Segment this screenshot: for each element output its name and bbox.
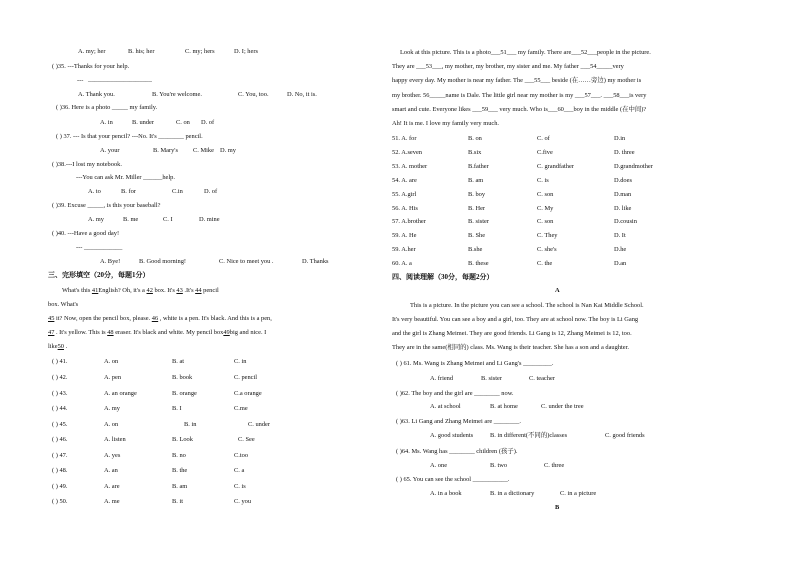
cloze-text: like <box>48 343 58 350</box>
q53-option-a[interactable]: 53. A. mother <box>392 163 428 170</box>
q62-option-c[interactable]: C. under the tree <box>541 403 584 410</box>
q40-stem: ( )40. ---Have a good day! <box>52 230 120 237</box>
q65-option-a[interactable]: A. in a book <box>430 490 462 497</box>
q42-option-c[interactable]: C. pencil <box>234 374 258 381</box>
q63-option-b[interactable]: B. in different(不同的)classes <box>490 432 568 439</box>
q63-option-a[interactable]: A. good students <box>430 432 474 439</box>
q44-option-c[interactable]: C.me <box>234 405 248 412</box>
q53-option-c[interactable]: C. grandfather <box>537 163 574 170</box>
passage-line-4: my brother. 56_____name is Dale. The little girl near my mother is my ___57___. ___58___is very <box>392 92 647 99</box>
q35-reply-blank[interactable]: ____________________ <box>88 76 152 83</box>
passage-b-label: B <box>555 504 560 511</box>
q37-option-c[interactable]: C. Mike <box>193 147 214 154</box>
q43-option-a[interactable]: A. an orange <box>104 390 137 397</box>
q61-option-a[interactable]: A. friend <box>430 375 454 382</box>
q55-option-b[interactable]: B. boy <box>468 191 486 198</box>
cloze-line-3 <box>48 316 272 322</box>
q59-option-d[interactable]: D.he <box>614 246 627 253</box>
q48-option-b[interactable]: B. the <box>172 467 188 474</box>
q58-option-b[interactable]: B. She <box>468 232 486 239</box>
q36-stem: ( )36. Here is a photo _____ my family. <box>56 104 158 111</box>
cloze-text: , white is a pen. It's black. And this is a pen, <box>158 315 272 322</box>
q56-option-d[interactable]: D. like <box>614 205 632 212</box>
q57-option-b[interactable]: B. sister <box>468 218 489 225</box>
q39-option-a[interactable]: A. my <box>88 216 104 223</box>
q61-stem: ( ) 61. Ms. Wang is Zhang Meimei and Li Gang's _________. <box>396 360 554 367</box>
q50-option-a[interactable]: A. me <box>104 498 120 505</box>
q62-option-a[interactable]: A. at school <box>430 403 461 410</box>
q62-option-b[interactable]: B. at home <box>490 403 518 410</box>
q37-option-d[interactable]: D. my <box>220 147 236 154</box>
q38-option-d[interactable]: D. of <box>204 188 218 195</box>
q45-option-b[interactable]: B. in <box>184 421 197 428</box>
q41-option-a[interactable]: A. on <box>104 358 119 365</box>
q35-reply-dash: --- <box>77 77 84 84</box>
q51-option-a[interactable]: 51. A. for <box>392 135 417 142</box>
cloze-line-1 <box>48 288 348 294</box>
q40-option-c[interactable]: C. Nice to meet you . <box>219 258 274 265</box>
q46-option-b[interactable]: B. Look <box>172 436 193 443</box>
q38-option-c[interactable]: C.in <box>172 188 183 195</box>
q40-reply[interactable]: --- ____________ <box>76 244 123 251</box>
q40-option-d[interactable]: D. Thanks <box>302 258 329 265</box>
q58-option-d[interactable]: D. It <box>614 232 626 239</box>
q34-option-b[interactable]: B. his; her <box>128 48 155 55</box>
q37-option-b[interactable]: B. Mary's <box>153 147 178 154</box>
q44-option-b[interactable]: B. I <box>172 405 182 412</box>
cloze-text: . <box>63 343 68 350</box>
q58-option-a[interactable]: 59. A. He <box>392 232 417 239</box>
q50-num[interactable]: ( ) 50. <box>52 498 68 505</box>
q54-option-c[interactable]: C. is <box>537 177 549 184</box>
q49-option-c[interactable]: C. is <box>234 483 246 490</box>
q35-option-a[interactable]: A. Thank you. <box>78 91 115 98</box>
q34-option-c[interactable]: C. my; hers <box>185 48 215 55</box>
q57-option-a[interactable]: 57. A.brother <box>392 218 426 225</box>
q65-option-b[interactable]: B. in a dictionary <box>490 490 535 497</box>
q64-option-c[interactable]: C. three <box>544 462 565 469</box>
q54-option-b[interactable]: B. am <box>468 177 484 184</box>
cloze-text: English? Oh, it's a <box>98 287 147 294</box>
q55-option-a[interactable]: 55. A.girl <box>392 191 417 198</box>
q61-option-b[interactable]: B. sister <box>481 375 502 382</box>
q46-option-c[interactable]: C. See <box>238 436 255 443</box>
passage-a-line-2: It's very beautiful. You can see a boy and a girl, too. They are at school now. The boy is Li Gang <box>392 316 639 323</box>
q45-option-c[interactable]: C. under <box>248 421 271 428</box>
q60-option-c[interactable]: C. the <box>537 260 553 267</box>
q41-option-b[interactable]: B. at <box>172 358 185 365</box>
q52-option-a[interactable]: 52. A.seven <box>392 149 422 156</box>
blank-43[interactable]: 43 <box>176 287 183 294</box>
section3-title: 三、完形填空（20分，每题1分） <box>48 271 150 279</box>
q36-option-b[interactable]: B. under <box>132 119 155 126</box>
q60-option-a[interactable]: 60. A. a <box>392 260 412 267</box>
q39-option-c[interactable]: C. I <box>163 216 173 223</box>
q56-option-b[interactable]: B. Her <box>468 205 486 212</box>
cloze-text: . It's yellow. This is <box>54 329 108 336</box>
q61-option-c[interactable]: C. teacher <box>529 375 555 382</box>
q55-option-c[interactable]: C. son <box>537 191 554 198</box>
q60-option-d[interactable]: D.an <box>614 260 627 267</box>
cloze-line-2 <box>48 302 78 308</box>
blank-46[interactable]: 46 <box>151 315 159 322</box>
q37-option-a[interactable]: A. your <box>100 147 120 154</box>
q53-option-b[interactable]: B.father <box>468 163 489 170</box>
q37-stem: ( ) 37. --- Is that your pencil? ---No. It's ________ pencil. <box>56 133 203 140</box>
q45-num[interactable]: ( ) 45. <box>52 421 68 428</box>
q63-option-c[interactable]: C. good friends <box>605 432 645 439</box>
cloze-line-4 <box>48 330 266 336</box>
q62-stem: ( )62. The boy and the girl are ________ now. <box>396 390 514 397</box>
q50-option-b[interactable]: B. it <box>172 498 184 505</box>
cloze-text: eraser. It's black and white. My pencil box <box>113 329 224 336</box>
blank-49[interactable]: 49 <box>223 329 230 336</box>
blank-41[interactable]: 41 <box>91 287 99 294</box>
q55-option-d[interactable]: D.man <box>614 191 632 198</box>
q49-num[interactable]: ( ) 49. <box>52 483 68 490</box>
q51-option-b[interactable]: B. on <box>468 135 482 142</box>
q51-option-c[interactable]: C. of <box>537 135 550 142</box>
q59-option-b[interactable]: B.she <box>468 246 483 253</box>
q59-option-a[interactable]: 59. A.her <box>392 246 416 253</box>
q48-option-a[interactable]: A. an <box>104 467 118 474</box>
q38-option-a[interactable]: A. to <box>88 188 101 195</box>
q48-option-c[interactable]: C. a <box>234 467 245 474</box>
q42-option-a[interactable]: A. pen <box>104 374 122 381</box>
q40-option-b[interactable]: B. Good morning! <box>139 258 187 265</box>
q38-line2: ---You can ask Mr. Miller ______help. <box>76 174 175 181</box>
passage-line-1: Look at this picture. This is a photo___51___ my family. There are___52___people in the picture. <box>400 49 651 56</box>
q48-num[interactable]: ( ) 48. <box>52 467 68 474</box>
q43-option-b[interactable]: B. orange <box>172 390 197 397</box>
q36-option-c[interactable]: C. on <box>176 119 190 126</box>
passage-line-3: happy every day. My mother is near my father. The ___55___ beside (在……旁边) my mother is <box>392 77 642 84</box>
q64-stem: ( )64. Ms. Wang has ________ children (孩子). <box>396 448 518 455</box>
q47-option-b[interactable]: B. no <box>172 452 186 459</box>
q58-option-c[interactable]: C. They <box>537 232 558 239</box>
blank-44[interactable]: 44 <box>195 287 202 294</box>
q52-option-c[interactable]: C.five <box>537 149 553 156</box>
blank-48[interactable]: 48 <box>107 329 114 336</box>
q34-option-d[interactable]: D. I; hers <box>234 48 258 55</box>
cloze-text: box. What's <box>48 301 79 308</box>
q65-stem: ( ) 65. You can see the school ___________. <box>396 476 510 483</box>
q51-option-d[interactable]: D.in <box>614 135 626 142</box>
q35-option-c[interactable]: C. You, too. <box>238 91 269 98</box>
q36-option-a[interactable]: A. in <box>100 119 113 126</box>
cloze-text: big and nice. I <box>229 329 267 336</box>
q36-option-d[interactable]: D. of <box>201 119 215 126</box>
q49-option-a[interactable]: A. are <box>104 483 120 490</box>
q38-option-b[interactable]: B. for <box>121 188 136 195</box>
q54-option-a[interactable]: 54. A. are <box>392 177 417 184</box>
blank-47[interactable]: 47 <box>48 329 55 336</box>
q44-option-a[interactable]: A. my <box>104 405 120 412</box>
q49-option-b[interactable]: B. am <box>172 483 188 490</box>
q56-option-c[interactable]: C. My <box>537 205 554 212</box>
blank-42[interactable]: 42 <box>146 287 153 294</box>
q41-num[interactable]: ( ) 41. <box>52 358 68 365</box>
q45-option-a[interactable]: A. on <box>104 421 119 428</box>
q57-option-d[interactable]: D.cousin <box>614 218 637 225</box>
passage-line-6: Ah! It is me. I love my family very much. <box>392 120 500 127</box>
q43-num[interactable]: ( ) 43. <box>52 390 68 397</box>
cloze-text: .It's <box>182 287 196 294</box>
q64-option-b[interactable]: B. two <box>490 462 508 469</box>
cloze-text: box. It's <box>152 287 177 294</box>
q44-num[interactable]: ( ) 44. <box>52 405 68 412</box>
q39-option-b[interactable]: B. me <box>123 216 139 223</box>
q63-stem: ( )63. Li Gang and Zhang Meimei are ________. <box>396 418 521 425</box>
q39-stem: ( )39. Excuse _____, is this your baseball? <box>52 202 161 209</box>
q47-option-c[interactable]: C.too <box>234 452 249 459</box>
q46-num[interactable]: ( ) 46. <box>52 436 68 443</box>
q42-option-b[interactable]: B. book <box>172 374 193 381</box>
passage-a-line-3: and the girl is Zhang Meimei. They are good friends. Li Gang is 12, Zhang Meimei is 12, too. <box>392 330 632 337</box>
passage-line-5: smart and cute. Everyone likes ___59___ very much. Who is___60___boy in the middle (在中间)? <box>392 106 647 113</box>
q52-option-d[interactable]: D. three <box>614 149 635 156</box>
q35-stem: ( )35. ---Thanks for your help. <box>52 63 130 70</box>
q41-option-c[interactable]: C. in <box>234 358 247 365</box>
blank-45[interactable]: 45 <box>48 315 55 322</box>
q64-option-a[interactable]: A. one <box>430 462 448 469</box>
q39-option-d[interactable]: D. mine <box>199 216 220 223</box>
cloze-line-5 <box>48 344 67 350</box>
q43-option-c[interactable]: C.a orange <box>234 390 262 397</box>
q65-option-c[interactable]: C. in a picture <box>560 490 597 497</box>
q47-num[interactable]: ( ) 47. <box>52 452 68 459</box>
q54-option-d[interactable]: D.does <box>614 177 632 184</box>
passage-a-label: A <box>555 287 560 294</box>
q52-option-b[interactable]: B.six <box>468 149 482 156</box>
cloze-text: What's this <box>62 287 92 294</box>
section4-title: 四、阅读理解（30分，每题2分） <box>392 273 494 281</box>
q50-option-c[interactable]: C. you <box>234 498 252 505</box>
q35-option-b[interactable]: B. You're welcome. <box>152 91 202 98</box>
q53-option-d[interactable]: D.grandmother <box>614 163 653 170</box>
q38-stem: ( )38.---I lost my notebook. <box>52 161 122 168</box>
blank-50[interactable]: 50 <box>57 343 64 350</box>
passage-a-line-4: They are in the same(相同的) class. Ms. Wang is their teacher. She has a son and a daughter. <box>392 344 629 351</box>
cloze-text: pencil <box>201 287 219 294</box>
q34-option-a[interactable]: A. my; her <box>78 48 106 55</box>
q47-option-a[interactable]: A. yes <box>104 452 121 459</box>
q35-option-d[interactable]: D. No, it is. <box>287 91 317 98</box>
q56-option-a[interactable]: 56. A. His <box>392 205 418 212</box>
q59-option-c[interactable]: C. she's <box>537 246 557 253</box>
cloze-text: it? Now, open the pencil box, please. <box>54 315 152 322</box>
q57-option-c[interactable]: C. son <box>537 218 554 225</box>
q46-option-a[interactable]: A. listen <box>104 436 126 443</box>
q42-num[interactable]: ( ) 42. <box>52 374 68 381</box>
passage-a-line-1: This is a picture. In the picture you can see a school. The school is Nan Kai Middle School. <box>410 302 644 309</box>
q60-option-b[interactable]: B. these <box>468 260 489 267</box>
passage-line-2: They are ___53___, my mother, my brother, my sister and me. My father ___54_____very <box>392 63 624 70</box>
q40-option-a[interactable]: A. Bye! <box>100 258 121 265</box>
